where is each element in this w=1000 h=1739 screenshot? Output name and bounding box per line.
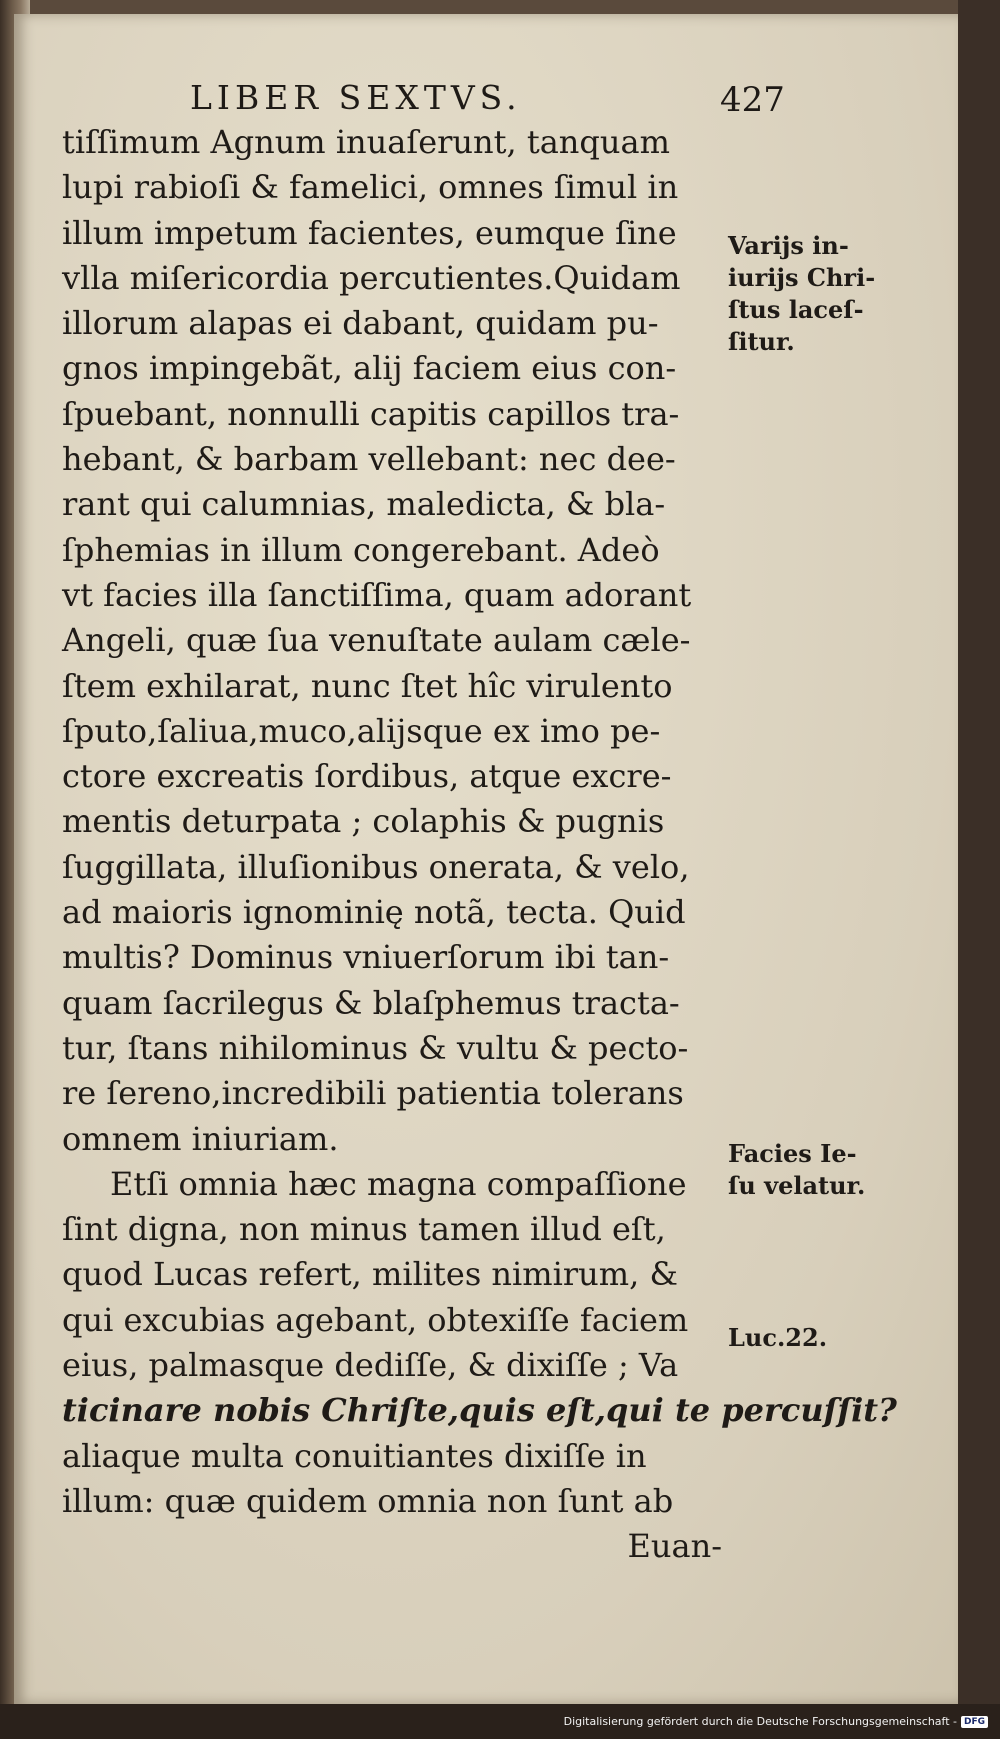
text-line: tur, ſtans nihilominus & vultu & pecto-	[62, 1028, 689, 1067]
text-line: ad maioris ignominię notã, tecta. Quid	[62, 893, 686, 932]
text-line: ctore excreatis ſordibus, atque excre-	[62, 757, 672, 796]
margin-note-line: Facies Ie-	[728, 1139, 857, 1168]
text-line: Angeli, quæ ſua venuſtate aulam cæle-	[62, 621, 691, 660]
margin-note-line: ſitur.	[728, 327, 795, 356]
margin-note-line: Varijs in-	[728, 231, 849, 260]
text-line: ſint digna, non minus tamen illud eſt,	[62, 1210, 666, 1249]
text-line: mentis deturpata ; colaphis & pugnis	[62, 802, 665, 841]
text-line: eius, palmasque dediſſe, & dixiſſe ; Va	[62, 1346, 679, 1385]
text-line: illorum alapas ei dabant, quidam pu-	[62, 304, 659, 343]
text-line: illum: quæ quidem omnia non ſunt ab	[62, 1481, 674, 1520]
margin-note-line: ſu velatur.	[728, 1171, 866, 1200]
text-line: multis? Dominus vniuerſorum ibi tan-	[62, 938, 670, 977]
text-line: ſpuebant, nonnulli capitis capillos tra-	[62, 394, 680, 433]
text-line: ſtem exhilarat, nunc ſtet hîc virulento	[62, 666, 673, 705]
paragraph-start-line: Etſi omnia hæc magna compaſſione	[110, 1164, 687, 1203]
text-line: quod Lucas refert, milites nimirum, &	[62, 1255, 678, 1294]
text-line: ſputo,ſaliua,muco,alijsque ex imo pe-	[62, 711, 661, 750]
quotation-line: ticinare nobis Chriſte,quis eſt,qui te percuſſit?	[62, 1391, 897, 1430]
catchword: Euan-	[627, 1527, 722, 1566]
page-number: 427	[720, 80, 785, 120]
text-line: ſphemias in illum congerebant. Adeò	[62, 530, 660, 569]
text-line: rant qui calumnias, maledicta, & bla-	[62, 485, 666, 524]
margin-note-varijs	[728, 230, 898, 358]
text-line: omnem iniuriam.	[62, 1119, 339, 1158]
text-line: hebant, & barbam vellebant: nec dee-	[62, 440, 676, 479]
margin-note-luc	[728, 1322, 898, 1354]
text-line: lupi rabioſi & famelici, omnes ſimul in	[62, 168, 679, 207]
text-line: aliaque multa conuitiantes dixiſſe in	[62, 1436, 647, 1475]
text-line: ſuggillata, illuſionibus onerata, & velo,	[62, 847, 690, 886]
margin-note-line: Luc.22.	[728, 1323, 828, 1352]
text-line: tiſſimum Agnum inuaſerunt, tanquam	[62, 123, 670, 161]
margin-note-line: iurijs Chri-	[728, 263, 876, 292]
text-line: vlla miſericordia percutientes.Quidam	[62, 258, 681, 297]
digitization-footer	[564, 1715, 988, 1728]
text-line: qui excubias agebant, obtexiſſe faciem	[62, 1300, 689, 1339]
text-line: re ſereno,incredibili patientia tolerans	[62, 1074, 684, 1113]
scan-background-right	[958, 0, 1000, 1739]
text-line: vt facies illa ſanctiſſima, quam adorant	[62, 575, 692, 614]
dfg-logo: DFG	[961, 1716, 988, 1728]
footer-text: Digitalisierung gefördert durch die Deutsche Forschungsgemeinschaft -	[563, 1715, 957, 1728]
text-line: illum impetum facientes, eumque ſine	[62, 213, 677, 252]
running-head: LIBER SEXTVS.	[190, 78, 522, 117]
text-line: gnos impingebãt, alij faciem eius con-	[62, 349, 677, 388]
text-line: quam ſacrilegus & blaſphemus tracta-	[62, 983, 680, 1022]
margin-note-facies	[728, 1138, 898, 1202]
margin-note-line: ſtus laceſ-	[728, 295, 864, 324]
